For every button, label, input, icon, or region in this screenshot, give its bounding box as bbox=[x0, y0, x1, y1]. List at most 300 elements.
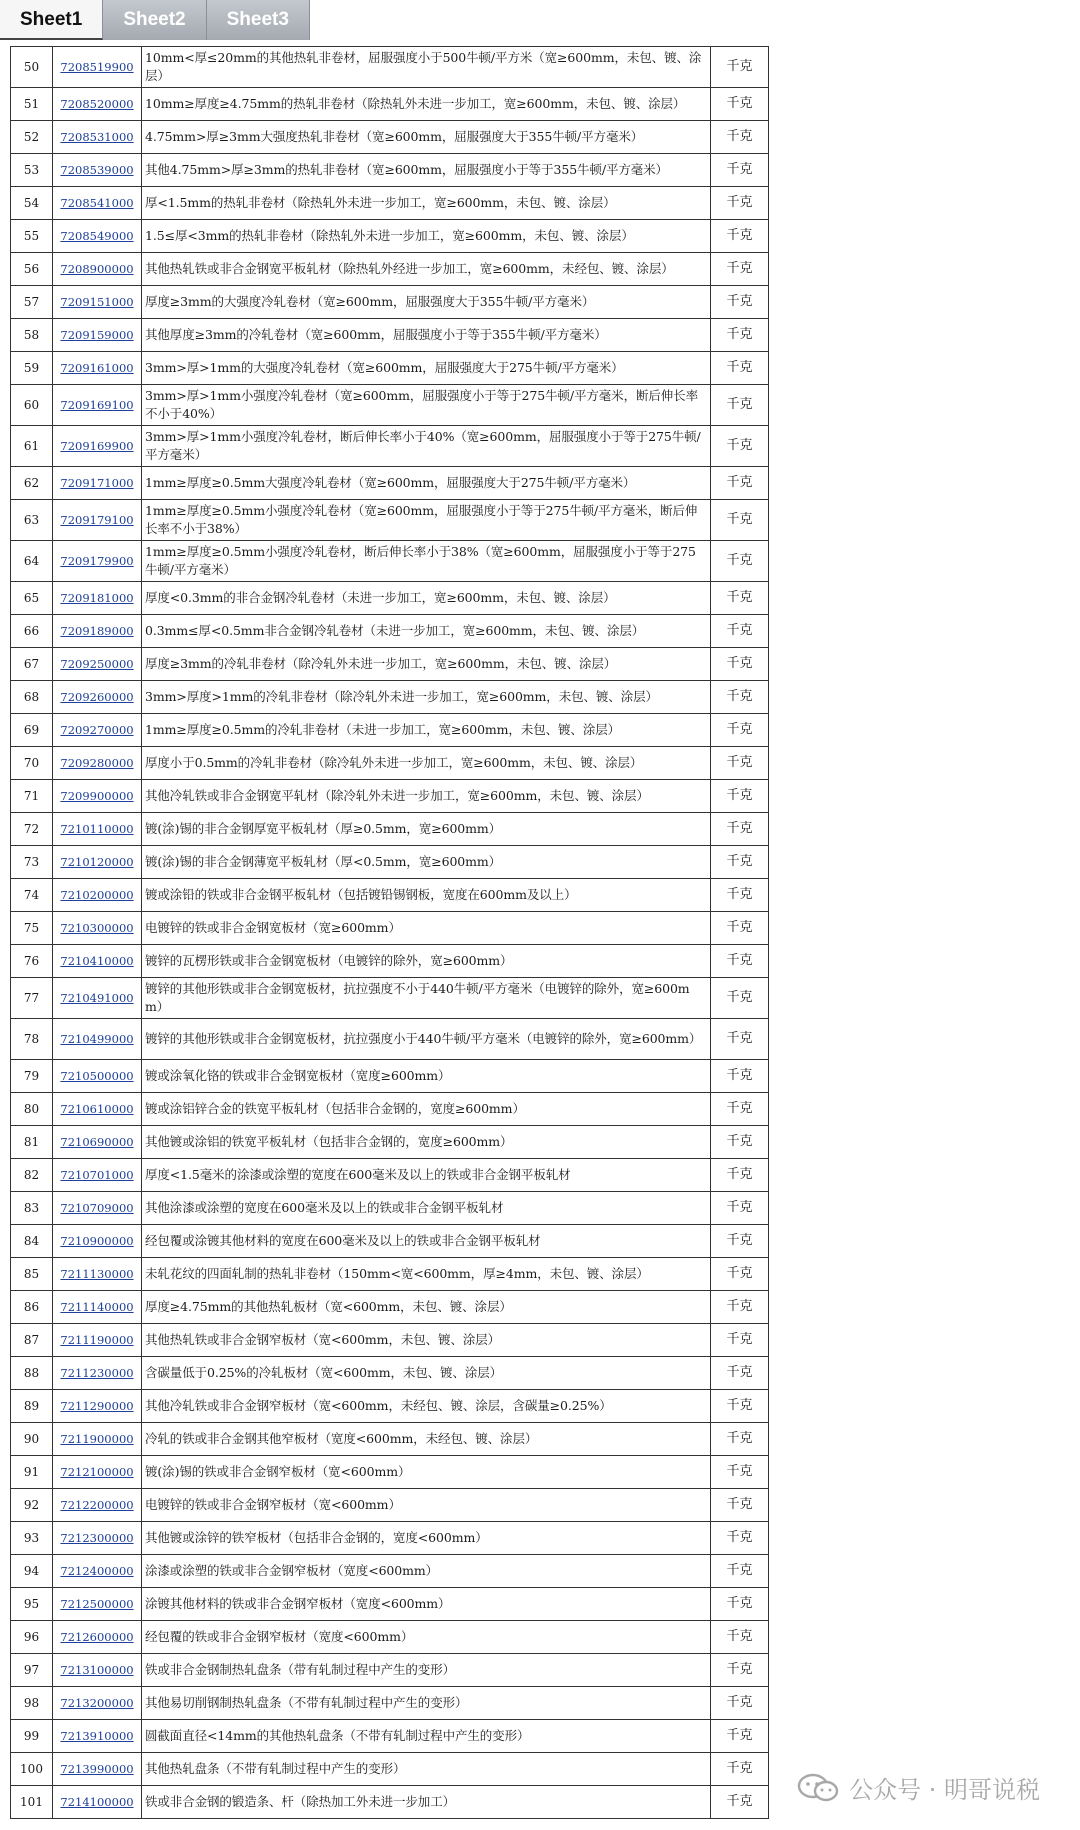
row-number: 96 bbox=[11, 1621, 53, 1654]
unit-cell: 千克 bbox=[711, 813, 769, 846]
row-number: 55 bbox=[11, 220, 53, 253]
table-row bbox=[11, 1621, 769, 1654]
hs-code-link[interactable]: 7210200000 bbox=[60, 888, 134, 902]
product-description: 镀锌的瓦楞形铁或非合金钢宽板材（电镀锌的除外，宽≥600mm） bbox=[142, 945, 711, 978]
unit-cell: 千克 bbox=[711, 1786, 769, 1819]
table-row bbox=[11, 1555, 769, 1588]
unit-cell: 千克 bbox=[711, 1019, 769, 1060]
hs-code-link[interactable]: 7213910000 bbox=[60, 1729, 134, 1743]
product-description: 含碳量低于0.25%的冷轧板材（宽<600mm，未包、镀、涂层） bbox=[142, 1357, 711, 1390]
unit-cell: 千克 bbox=[711, 1192, 769, 1225]
table-row bbox=[11, 747, 769, 780]
hs-code-cell bbox=[53, 1225, 142, 1258]
hs-code-link[interactable]: 7211130000 bbox=[60, 1267, 134, 1281]
product-description: 经包覆或涂镀其他材料的宽度在600毫米及以上的铁或非合金钢平板轧材 bbox=[142, 1225, 711, 1258]
hs-code-link[interactable]: 7209159000 bbox=[60, 328, 134, 342]
product-description: 厚度≥3mm的大强度冷轧卷材（宽≥600mm，屈服强度大于355牛顿/平方毫米） bbox=[142, 286, 711, 319]
table-row bbox=[11, 286, 769, 319]
table-row bbox=[11, 319, 769, 352]
hs-code-link[interactable]: 7210500000 bbox=[60, 1069, 134, 1083]
hs-code-cell bbox=[53, 1357, 142, 1390]
table-row bbox=[11, 1456, 769, 1489]
table-row bbox=[11, 1258, 769, 1291]
hs-code-link[interactable]: 7211190000 bbox=[60, 1333, 134, 1347]
hs-code-link[interactable]: 7209270000 bbox=[60, 723, 134, 737]
table-row bbox=[11, 846, 769, 879]
hs-code-cell bbox=[53, 1093, 142, 1126]
sheet-tab-bar bbox=[0, 0, 330, 42]
table-row bbox=[11, 47, 769, 88]
unit-cell: 千克 bbox=[711, 1390, 769, 1423]
product-description: 其他冷轧铁或非合金钢窄板材（宽<600mm，未经包、镀、涂层，含碳量≥0.25%） bbox=[142, 1390, 711, 1423]
hs-code-link[interactable]: 7209179100 bbox=[60, 513, 134, 527]
row-number: 90 bbox=[11, 1423, 53, 1456]
hs-code-link[interactable]: 7212200000 bbox=[60, 1498, 134, 1512]
table-row bbox=[11, 220, 769, 253]
product-description: 镀或涂铅的铁或非合金钢平板轧材（包括镀铅锡钢板，宽度在600mm及以上） bbox=[142, 879, 711, 912]
row-number: 76 bbox=[11, 945, 53, 978]
row-number: 86 bbox=[11, 1291, 53, 1324]
hs-code-cell bbox=[53, 1192, 142, 1225]
table-row bbox=[11, 1225, 769, 1258]
hs-code-link[interactable]: 7210300000 bbox=[60, 921, 134, 935]
table-row bbox=[11, 1654, 769, 1687]
hs-code-cell bbox=[53, 253, 142, 286]
product-description: 厚度≥3mm的冷轧非卷材（除冷轧外未进一步加工，宽≥600mm，未包、镀、涂层） bbox=[142, 648, 711, 681]
row-number: 60 bbox=[11, 385, 53, 426]
table-row bbox=[11, 467, 769, 500]
hs-code-link[interactable]: 7209171000 bbox=[60, 476, 134, 490]
hs-code-cell bbox=[53, 747, 142, 780]
hs-code-link[interactable]: 7210110000 bbox=[60, 822, 134, 836]
row-number: 70 bbox=[11, 747, 53, 780]
hs-code-link[interactable]: 7208541000 bbox=[60, 196, 134, 210]
row-number: 66 bbox=[11, 615, 53, 648]
unit-cell: 千克 bbox=[711, 220, 769, 253]
row-number: 101 bbox=[11, 1786, 53, 1819]
hs-code-cell bbox=[53, 1159, 142, 1192]
hs-code-cell bbox=[53, 1522, 142, 1555]
hs-code-link[interactable]: 7212500000 bbox=[60, 1597, 134, 1611]
hs-code-cell bbox=[53, 1060, 142, 1093]
table-body bbox=[11, 47, 769, 1819]
product-description: 涂镀其他材料的铁或非合金钢窄板材（宽度<600mm） bbox=[142, 1588, 711, 1621]
tariff-table bbox=[10, 46, 769, 1819]
product-description: 电镀锌的铁或非合金钢宽板材（宽≥600mm） bbox=[142, 912, 711, 945]
wechat-icon bbox=[797, 1773, 841, 1803]
table-row bbox=[11, 1588, 769, 1621]
hs-code-link[interactable]: 7209189000 bbox=[60, 624, 134, 638]
hs-code-link[interactable]: 7209161000 bbox=[60, 361, 134, 375]
unit-cell: 千克 bbox=[711, 1159, 769, 1192]
product-description: 其他热轧铁或非合金钢宽平板轧材（除热轧外经进一步加工，宽≥600mm，未经包、镀、涂层） bbox=[142, 253, 711, 286]
hs-code-cell bbox=[53, 1654, 142, 1687]
row-number: 69 bbox=[11, 714, 53, 747]
row-number: 56 bbox=[11, 253, 53, 286]
unit-cell: 千克 bbox=[711, 1687, 769, 1720]
tab-sheet3[interactable]: Sheet3 bbox=[207, 0, 310, 40]
product-description: 1mm≥厚度≥0.5mm小强度冷轧卷材（宽≥600mm，屈服强度小于等于275牛顿/平方毫米，断后伸长率不小于38%） bbox=[142, 500, 711, 541]
product-description: 镀或涂氧化铬的铁或非合金钢宽板材（宽度≥600mm） bbox=[142, 1060, 711, 1093]
hs-code-link[interactable]: 7209181000 bbox=[60, 591, 134, 605]
unit-cell: 千克 bbox=[711, 426, 769, 467]
row-number: 50 bbox=[11, 47, 53, 88]
product-description: 4.75mm>厚≥3mm大强度热轧非卷材（宽≥600mm，屈服强度大于355牛顿/平方毫米） bbox=[142, 121, 711, 154]
hs-code-link[interactable]: 7210900000 bbox=[60, 1234, 134, 1248]
hs-code-cell bbox=[53, 88, 142, 121]
table-row bbox=[11, 978, 769, 1019]
row-number: 52 bbox=[11, 121, 53, 154]
hs-code-link[interactable]: 7211290000 bbox=[60, 1399, 134, 1413]
tab-sheet2[interactable]: Sheet2 bbox=[103, 0, 206, 40]
hs-code-cell bbox=[53, 912, 142, 945]
unit-cell: 千克 bbox=[711, 286, 769, 319]
unit-cell: 千克 bbox=[711, 846, 769, 879]
unit-cell: 千克 bbox=[711, 253, 769, 286]
unit-cell: 千克 bbox=[711, 541, 769, 582]
hs-code-cell bbox=[53, 1555, 142, 1588]
unit-cell: 千克 bbox=[711, 1126, 769, 1159]
row-number: 83 bbox=[11, 1192, 53, 1225]
hs-code-link[interactable]: 7212400000 bbox=[60, 1564, 134, 1578]
hs-code-cell bbox=[53, 1753, 142, 1786]
unit-cell: 千克 bbox=[711, 648, 769, 681]
table-row bbox=[11, 1126, 769, 1159]
row-number: 78 bbox=[11, 1019, 53, 1060]
product-description: 电镀锌的铁或非合金钢窄板材（宽<600mm） bbox=[142, 1489, 711, 1522]
hs-code-cell bbox=[53, 1126, 142, 1159]
product-description: 3mm>厚>1mm的大强度冷轧卷材（宽≥600mm，屈服强度大于275牛顿/平方毫米） bbox=[142, 352, 711, 385]
product-description: 未轧花纹的四面轧制的热轧非卷材（150mm<宽<600mm，厚≥4mm，未包、镀、涂层） bbox=[142, 1258, 711, 1291]
unit-cell: 千克 bbox=[711, 1621, 769, 1654]
row-number: 84 bbox=[11, 1225, 53, 1258]
product-description: 其他冷轧铁或非合金钢宽平轧材（除冷轧外未进一步加工，宽≥600mm，未包、镀、涂层） bbox=[142, 780, 711, 813]
table-row bbox=[11, 352, 769, 385]
product-description: 3mm>厚度>1mm的冷轧非卷材（除冷轧外未进一步加工，宽≥600mm，未包、镀、涂层） bbox=[142, 681, 711, 714]
unit-cell: 千克 bbox=[711, 352, 769, 385]
hs-code-link[interactable]: 7210410000 bbox=[60, 954, 134, 968]
row-number: 62 bbox=[11, 467, 53, 500]
hs-code-link[interactable]: 7208531000 bbox=[60, 130, 134, 144]
hs-code-cell bbox=[53, 541, 142, 582]
table-row bbox=[11, 1192, 769, 1225]
row-number: 89 bbox=[11, 1390, 53, 1423]
hs-code-cell bbox=[53, 582, 142, 615]
table-row bbox=[11, 1093, 769, 1126]
product-description: 铁或非合金钢的锻造条、杆（除热加工外未进一步加工） bbox=[142, 1786, 711, 1819]
hs-code-cell bbox=[53, 879, 142, 912]
hs-code-cell bbox=[53, 319, 142, 352]
table-row bbox=[11, 1390, 769, 1423]
unit-cell: 千克 bbox=[711, 1093, 769, 1126]
row-number: 97 bbox=[11, 1654, 53, 1687]
row-number: 61 bbox=[11, 426, 53, 467]
hs-code-cell bbox=[53, 1019, 142, 1060]
product-description: 冷轧的铁或非合金钢其他窄板材（宽度<600mm，未经包、镀、涂层） bbox=[142, 1423, 711, 1456]
tab-sheet1[interactable]: Sheet1 bbox=[0, 0, 103, 40]
hs-code-link[interactable]: 7212600000 bbox=[60, 1630, 134, 1644]
table-row bbox=[11, 714, 769, 747]
product-description: 圆截面直径<14mm的其他热轧盘条（不带有轧制过程中产生的变形） bbox=[142, 1720, 711, 1753]
unit-cell: 千克 bbox=[711, 1060, 769, 1093]
product-description: 10mm<厚≤20mm的其他热轧非卷材，屈服强度小于500牛顿/平方米（宽≥600mm，未包、镀、涂层） bbox=[142, 47, 711, 88]
unit-cell: 千克 bbox=[711, 912, 769, 945]
hs-code-cell bbox=[53, 500, 142, 541]
product-description: 3mm>厚>1mm小强度冷轧卷材（宽≥600mm，屈服强度小于等于275牛顿/平方毫米，断后伸长率不小于40%） bbox=[142, 385, 711, 426]
hs-code-link[interactable]: 7209169100 bbox=[60, 398, 134, 412]
row-number: 98 bbox=[11, 1687, 53, 1720]
hs-code-link[interactable]: 7212100000 bbox=[60, 1465, 134, 1479]
product-description: 其他镀或涂铝的铁宽平板轧材（包括非合金钢的，宽度≥600mm） bbox=[142, 1126, 711, 1159]
table-row bbox=[11, 1786, 769, 1819]
unit-cell: 千克 bbox=[711, 1423, 769, 1456]
row-number: 99 bbox=[11, 1720, 53, 1753]
unit-cell: 千克 bbox=[711, 187, 769, 220]
unit-cell: 千克 bbox=[711, 747, 769, 780]
hs-code-link[interactable]: 7210120000 bbox=[60, 855, 134, 869]
product-description: 镀(涂)锡的铁或非合金钢窄板材（宽<600mm） bbox=[142, 1456, 711, 1489]
hs-code-link[interactable]: 7208519900 bbox=[60, 60, 134, 74]
product-description: 经包覆的铁或非合金钢窄板材（宽度<600mm） bbox=[142, 1621, 711, 1654]
hs-code-link[interactable]: 7213100000 bbox=[60, 1663, 134, 1677]
unit-cell: 千克 bbox=[711, 1522, 769, 1555]
row-number: 79 bbox=[11, 1060, 53, 1093]
unit-cell: 千克 bbox=[711, 780, 769, 813]
product-description: 厚<1.5mm的热轧非卷材（除热轧外未进一步加工，宽≥600mm，未包、镀、涂层） bbox=[142, 187, 711, 220]
unit-cell: 千克 bbox=[711, 319, 769, 352]
hs-code-link[interactable]: 7209250000 bbox=[60, 657, 134, 671]
table-row bbox=[11, 615, 769, 648]
hs-code-cell bbox=[53, 846, 142, 879]
hs-code-link[interactable]: 7209260000 bbox=[60, 690, 134, 704]
table-row bbox=[11, 912, 769, 945]
product-description: 其他易切削钢制热轧盘条（不带有轧制过程中产生的变形） bbox=[142, 1687, 711, 1720]
hs-code-link[interactable]: 7213200000 bbox=[60, 1696, 134, 1710]
hs-code-link[interactable]: 7210709000 bbox=[60, 1201, 134, 1215]
unit-cell: 千克 bbox=[711, 1720, 769, 1753]
hs-code-cell bbox=[53, 978, 142, 1019]
row-number: 94 bbox=[11, 1555, 53, 1588]
table-row bbox=[11, 681, 769, 714]
row-number: 81 bbox=[11, 1126, 53, 1159]
hs-code-link[interactable]: 7208520000 bbox=[60, 97, 134, 111]
product-description: 厚度小于0.5mm的冷轧非卷材（除冷轧外未进一步加工，宽≥600mm，未包、镀、涂层） bbox=[142, 747, 711, 780]
unit-cell: 千克 bbox=[711, 1357, 769, 1390]
product-description: 其他热轧铁或非合金钢窄板材（宽<600mm，未包、镀、涂层） bbox=[142, 1324, 711, 1357]
table-row bbox=[11, 648, 769, 681]
hs-code-cell bbox=[53, 1621, 142, 1654]
product-description: 镀或涂铝锌合金的铁宽平板轧材（包括非合金钢的，宽度≥600mm） bbox=[142, 1093, 711, 1126]
unit-cell: 千克 bbox=[711, 978, 769, 1019]
table-row bbox=[11, 1423, 769, 1456]
hs-code-cell bbox=[53, 426, 142, 467]
row-number: 85 bbox=[11, 1258, 53, 1291]
table-row bbox=[11, 1019, 769, 1060]
product-description: 1mm≥厚度≥0.5mm大强度冷轧卷材（宽≥600mm，屈服强度大于275牛顿/平方毫米） bbox=[142, 467, 711, 500]
product-description: 1mm≥厚度≥0.5mm小强度冷轧卷材，断后伸长率小于38%（宽≥600mm，屈服强度小于等于275牛顿/平方毫米） bbox=[142, 541, 711, 582]
table-row bbox=[11, 780, 769, 813]
unit-cell: 千克 bbox=[711, 88, 769, 121]
unit-cell: 千克 bbox=[711, 1588, 769, 1621]
hs-code-link[interactable]: 7209900000 bbox=[60, 789, 134, 803]
hs-code-cell bbox=[53, 615, 142, 648]
table-row bbox=[11, 500, 769, 541]
row-number: 51 bbox=[11, 88, 53, 121]
hs-code-cell bbox=[53, 648, 142, 681]
product-description: 其他镀或涂锌的铁窄板材（包括非合金钢的，宽度<600mm） bbox=[142, 1522, 711, 1555]
row-number: 65 bbox=[11, 582, 53, 615]
hs-code-link[interactable]: 7214100000 bbox=[60, 1795, 134, 1809]
hs-code-link[interactable]: 7211140000 bbox=[60, 1300, 134, 1314]
table-row bbox=[11, 813, 769, 846]
unit-cell: 千克 bbox=[711, 1753, 769, 1786]
hs-code-cell bbox=[53, 1291, 142, 1324]
hs-code-link[interactable]: 7212300000 bbox=[60, 1531, 134, 1545]
row-number: 63 bbox=[11, 500, 53, 541]
product-description: 3mm>厚>1mm小强度冷轧卷材，断后伸长率小于40%（宽≥600mm，屈服强度小于等于275牛顿/平方毫米） bbox=[142, 426, 711, 467]
table-row bbox=[11, 1060, 769, 1093]
unit-cell: 千克 bbox=[711, 714, 769, 747]
hs-code-link[interactable]: 7210499000 bbox=[60, 1032, 134, 1046]
unit-cell: 千克 bbox=[711, 615, 769, 648]
unit-cell: 千克 bbox=[711, 945, 769, 978]
hs-code-link[interactable]: 7208539000 bbox=[60, 163, 134, 177]
hs-code-cell bbox=[53, 121, 142, 154]
table-row bbox=[11, 1720, 769, 1753]
hs-code-cell bbox=[53, 1324, 142, 1357]
hs-code-link[interactable]: 7213990000 bbox=[60, 1762, 134, 1776]
hs-code-cell bbox=[53, 47, 142, 88]
unit-cell: 千克 bbox=[711, 1324, 769, 1357]
hs-code-cell bbox=[53, 714, 142, 747]
row-number: 82 bbox=[11, 1159, 53, 1192]
hs-code-cell bbox=[53, 1588, 142, 1621]
hs-code-link[interactable]: 7210701000 bbox=[60, 1168, 134, 1182]
hs-code-link[interactable]: 7210610000 bbox=[60, 1102, 134, 1116]
unit-cell: 千克 bbox=[711, 1489, 769, 1522]
hs-code-link[interactable]: 7209179900 bbox=[60, 554, 134, 568]
product-description: 其他4.75mm>厚≥3mm的热轧非卷材（宽≥600mm，屈服强度小于等于355牛顿/平方毫米） bbox=[142, 154, 711, 187]
hs-code-link[interactable]: 7210491000 bbox=[60, 991, 134, 1005]
row-number: 87 bbox=[11, 1324, 53, 1357]
hs-code-cell bbox=[53, 154, 142, 187]
unit-cell: 千克 bbox=[711, 47, 769, 88]
product-description: 厚度≥4.75mm的其他热轧板材（宽<600mm，未包、镀、涂层） bbox=[142, 1291, 711, 1324]
table-row bbox=[11, 879, 769, 912]
row-number: 54 bbox=[11, 187, 53, 220]
product-description: 厚度<0.3mm的非合金钢冷轧卷材（未进一步加工，宽≥600mm，未包、镀、涂层） bbox=[142, 582, 711, 615]
row-number: 68 bbox=[11, 681, 53, 714]
hs-code-cell bbox=[53, 681, 142, 714]
table-row bbox=[11, 154, 769, 187]
table-row bbox=[11, 1753, 769, 1786]
unit-cell: 千克 bbox=[711, 681, 769, 714]
table-row bbox=[11, 88, 769, 121]
table-row bbox=[11, 945, 769, 978]
product-description: 涂漆或涂塑的铁或非合金钢窄板材（宽度<600mm） bbox=[142, 1555, 711, 1588]
product-description: 镀锌的其他形铁或非合金钢宽板材，抗拉强度小于440牛顿/平方毫米（电镀锌的除外，宽≥600mm） bbox=[142, 1019, 711, 1060]
row-number: 64 bbox=[11, 541, 53, 582]
hs-code-link[interactable]: 7209151000 bbox=[60, 295, 134, 309]
hs-code-cell bbox=[53, 1423, 142, 1456]
row-number: 53 bbox=[11, 154, 53, 187]
row-number: 93 bbox=[11, 1522, 53, 1555]
table-row bbox=[11, 541, 769, 582]
table-row bbox=[11, 253, 769, 286]
hs-code-cell bbox=[53, 780, 142, 813]
product-description: 镀锌的其他形铁或非合金钢宽板材，抗拉强度不小于440牛顿/平方毫米（电镀锌的除外，宽≥600mm） bbox=[142, 978, 711, 1019]
hs-code-link[interactable]: 7211230000 bbox=[60, 1366, 134, 1380]
hs-code-cell bbox=[53, 1687, 142, 1720]
hs-code-link[interactable]: 7209169900 bbox=[60, 439, 134, 453]
table-row bbox=[11, 1522, 769, 1555]
unit-cell: 千克 bbox=[711, 467, 769, 500]
hs-code-cell bbox=[53, 1786, 142, 1819]
spreadsheet bbox=[10, 46, 768, 1819]
unit-cell: 千克 bbox=[711, 1456, 769, 1489]
table-row bbox=[11, 1489, 769, 1522]
row-number: 72 bbox=[11, 813, 53, 846]
product-description: 0.3mm≤厚<0.5mm非合金钢冷轧卷材（未进一步加工，宽≥600mm，未包、镀、涂层） bbox=[142, 615, 711, 648]
hs-code-cell bbox=[53, 385, 142, 426]
hs-code-cell bbox=[53, 945, 142, 978]
hs-code-cell bbox=[53, 1720, 142, 1753]
product-description: 10mm≥厚度≥4.75mm的热轧非卷材（除热轧外未进一步加工，宽≥600mm，未包、镀、涂层） bbox=[142, 88, 711, 121]
hs-code-cell bbox=[53, 352, 142, 385]
unit-cell: 千克 bbox=[711, 500, 769, 541]
table-row bbox=[11, 582, 769, 615]
table-row bbox=[11, 1357, 769, 1390]
product-description: 铁或非合金钢制热轧盘条（带有轧制过程中产生的变形） bbox=[142, 1654, 711, 1687]
product-description: 其他涂漆或涂塑的宽度在600毫米及以上的铁或非合金钢平板轧材 bbox=[142, 1192, 711, 1225]
hs-code-link[interactable]: 7208549000 bbox=[60, 229, 134, 243]
unit-cell: 千克 bbox=[711, 1291, 769, 1324]
hs-code-link[interactable]: 7211900000 bbox=[60, 1432, 134, 1446]
table-row bbox=[11, 121, 769, 154]
unit-cell: 千克 bbox=[711, 1555, 769, 1588]
product-description: 厚度<1.5毫米的涂漆或涂塑的宽度在600毫米及以上的铁或非合金钢平板轧材 bbox=[142, 1159, 711, 1192]
hs-code-link[interactable]: 7209280000 bbox=[60, 756, 134, 770]
unit-cell: 千克 bbox=[711, 121, 769, 154]
row-number: 91 bbox=[11, 1456, 53, 1489]
hs-code-cell bbox=[53, 1456, 142, 1489]
unit-cell: 千克 bbox=[711, 1654, 769, 1687]
row-number: 95 bbox=[11, 1588, 53, 1621]
watermark-text: 公众号 · 明哥说税 bbox=[849, 1776, 1040, 1804]
product-description: 其他厚度≥3mm的冷轧卷材（宽≥600mm，屈服强度小于等于355牛顿/平方毫米） bbox=[142, 319, 711, 352]
hs-code-link[interactable]: 7208900000 bbox=[60, 262, 134, 276]
row-number: 100 bbox=[11, 1753, 53, 1786]
row-number: 80 bbox=[11, 1093, 53, 1126]
product-description: 其他热轧盘条（不带有轧制过程中产生的变形） bbox=[142, 1753, 711, 1786]
row-number: 88 bbox=[11, 1357, 53, 1390]
product-description: 1mm≥厚度≥0.5mm的冷轧非卷材（未进一步加工，宽≥600mm，未包、镀、涂层） bbox=[142, 714, 711, 747]
product-description: 镀(涂)锡的非合金钢薄宽平板轧材（厚<0.5mm，宽≥600mm） bbox=[142, 846, 711, 879]
row-number: 92 bbox=[11, 1489, 53, 1522]
row-number: 58 bbox=[11, 319, 53, 352]
row-number: 73 bbox=[11, 846, 53, 879]
row-number: 75 bbox=[11, 912, 53, 945]
table-row bbox=[11, 187, 769, 220]
row-number: 67 bbox=[11, 648, 53, 681]
row-number: 71 bbox=[11, 780, 53, 813]
table-row bbox=[11, 1291, 769, 1324]
table-row bbox=[11, 385, 769, 426]
hs-code-cell bbox=[53, 220, 142, 253]
hs-code-cell bbox=[53, 187, 142, 220]
hs-code-cell bbox=[53, 467, 142, 500]
hs-code-link[interactable]: 7210690000 bbox=[60, 1135, 134, 1149]
